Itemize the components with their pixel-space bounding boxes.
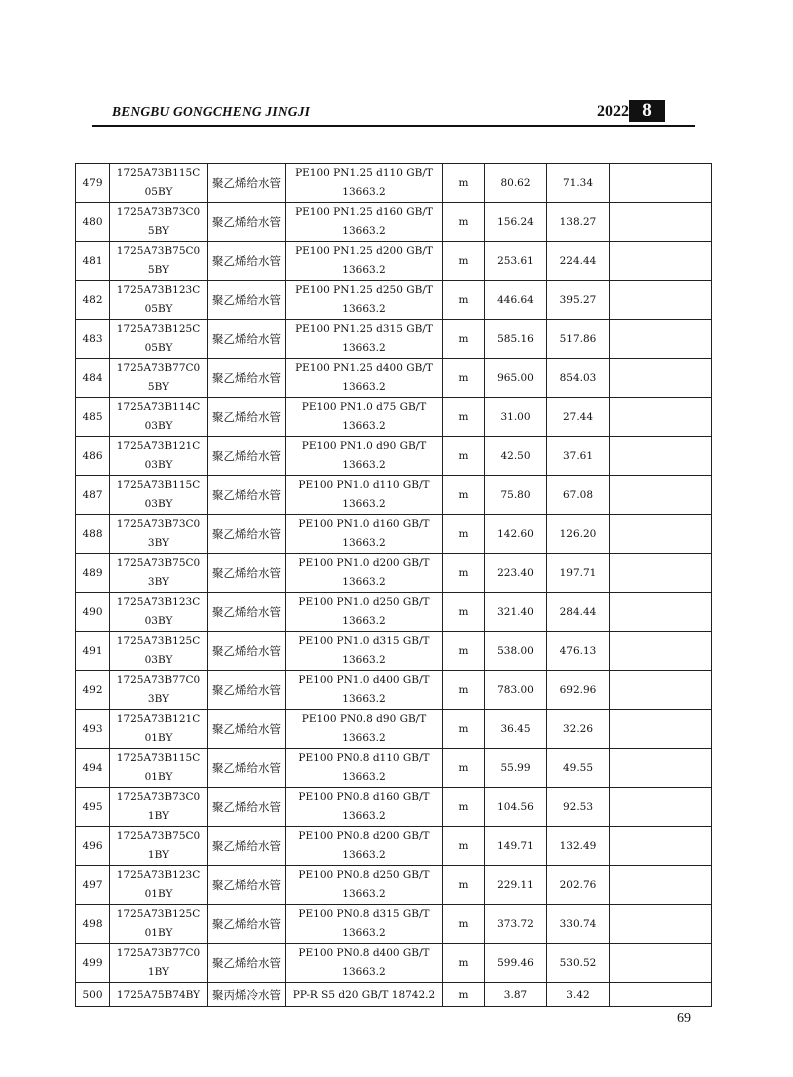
material-name-cell: 聚乙烯给水管 — [208, 476, 286, 515]
specification-cell: PE100 PN0.8 d90 GB/T 13663.2 — [286, 710, 443, 749]
table-row — [76, 749, 712, 788]
row-number-cell: 494 — [76, 749, 110, 788]
unit-cell: m — [443, 476, 485, 515]
specification-cell: PE100 PN1.25 d110 GB/T 13663.2 — [286, 164, 443, 203]
price-incl-tax-cell: 3.87 — [485, 983, 547, 1007]
specification-cell: PE100 PN1.0 d400 GB/T 13663.2 — [286, 671, 443, 710]
material-name-cell: 聚乙烯给水管 — [208, 398, 286, 437]
table-row — [76, 476, 712, 515]
price-incl-tax-cell: 75.80 — [485, 476, 547, 515]
specification-cell: PE100 PN1.0 d250 GB/T 13663.2 — [286, 593, 443, 632]
specification-cell: PE100 PN1.25 d315 GB/T 13663.2 — [286, 320, 443, 359]
specification-cell: PE100 PN0.8 d160 GB/T 13663.2 — [286, 788, 443, 827]
price-excl-tax-cell: 197.71 — [547, 554, 610, 593]
material-code-cell: 1725A73B123C01BY — [110, 866, 208, 905]
unit-cell: m — [443, 866, 485, 905]
material-code-cell: 1725A73B73C01BY — [110, 788, 208, 827]
row-number-cell: 496 — [76, 827, 110, 866]
price-incl-tax-cell: 223.40 — [485, 554, 547, 593]
price-incl-tax-cell: 446.64 — [485, 281, 547, 320]
material-name-cell: 聚乙烯给水管 — [208, 749, 286, 788]
unit-cell: m — [443, 320, 485, 359]
price-excl-tax-cell: 67.08 — [547, 476, 610, 515]
material-name-cell: 聚乙烯给水管 — [208, 359, 286, 398]
price-incl-tax-cell: 965.00 — [485, 359, 547, 398]
row-number-cell: 499 — [76, 944, 110, 983]
specification-cell: PE100 PN1.0 d200 GB/T 13663.2 — [286, 554, 443, 593]
unit-cell: m — [443, 398, 485, 437]
row-number-cell: 484 — [76, 359, 110, 398]
price-excl-tax-cell: 530.52 — [547, 944, 610, 983]
unit-cell: m — [443, 983, 485, 1007]
material-code-cell: 1725A73B73C03BY — [110, 515, 208, 554]
price-incl-tax-cell: 321.40 — [485, 593, 547, 632]
price-excl-tax-cell: 132.49 — [547, 827, 610, 866]
material-name-cell: 聚乙烯给水管 — [208, 710, 286, 749]
material-name-cell: 聚乙烯给水管 — [208, 788, 286, 827]
specification-cell: PE100 PN1.25 d250 GB/T 13663.2 — [286, 281, 443, 320]
remark-cell — [610, 320, 712, 359]
material-name-cell: 聚乙烯给水管 — [208, 632, 286, 671]
material-name-cell: 聚乙烯给水管 — [208, 554, 286, 593]
material-code-cell: 1725A73B75C03BY — [110, 554, 208, 593]
row-number-cell: 497 — [76, 866, 110, 905]
issue-number: 8 — [629, 100, 665, 122]
row-number-cell: 491 — [76, 632, 110, 671]
price-excl-tax-cell: 138.27 — [547, 203, 610, 242]
price-excl-tax-cell: 330.74 — [547, 905, 610, 944]
issue-year: 2022 — [597, 103, 629, 120]
unit-cell: m — [443, 359, 485, 398]
table-row — [76, 866, 712, 905]
price-incl-tax-cell: 31.00 — [485, 398, 547, 437]
price-incl-tax-cell: 156.24 — [485, 203, 547, 242]
journal-header — [92, 100, 695, 128]
material-name-cell: 聚乙烯给水管 — [208, 242, 286, 281]
unit-cell: m — [443, 164, 485, 203]
remark-cell — [610, 827, 712, 866]
material-code-cell: 1725A73B115C03BY — [110, 476, 208, 515]
row-number-cell: 488 — [76, 515, 110, 554]
remark-cell — [610, 671, 712, 710]
price-excl-tax-cell: 71.34 — [547, 164, 610, 203]
table-row — [76, 242, 712, 281]
material-code-cell: 1725A73B125C03BY — [110, 632, 208, 671]
material-name-cell: 聚乙烯给水管 — [208, 944, 286, 983]
unit-cell: m — [443, 788, 485, 827]
unit-cell: m — [443, 437, 485, 476]
price-incl-tax-cell: 149.71 — [485, 827, 547, 866]
table-row — [76, 827, 712, 866]
unit-cell: m — [443, 710, 485, 749]
specification-cell: PE100 PN1.0 d315 GB/T 13663.2 — [286, 632, 443, 671]
material-name-cell: 聚乙烯给水管 — [208, 905, 286, 944]
price-excl-tax-cell: 517.86 — [547, 320, 610, 359]
material-name-cell: 聚乙烯给水管 — [208, 593, 286, 632]
unit-cell: m — [443, 203, 485, 242]
price-excl-tax-cell: 692.96 — [547, 671, 610, 710]
table-row — [76, 554, 712, 593]
material-code-cell: 1725A73B75C05BY — [110, 242, 208, 281]
material-code-cell: 1725A73B77C01BY — [110, 944, 208, 983]
material-code-cell: 1725A75B74BY — [110, 983, 208, 1007]
price-excl-tax-cell: 224.44 — [547, 242, 610, 281]
unit-cell: m — [443, 905, 485, 944]
specification-cell: PE100 PN0.8 d250 GB/T 13663.2 — [286, 866, 443, 905]
remark-cell — [610, 749, 712, 788]
specification-cell: PE100 PN0.8 d400 GB/T 13663.2 — [286, 944, 443, 983]
remark-cell — [610, 593, 712, 632]
remark-cell — [610, 866, 712, 905]
remark-cell — [610, 905, 712, 944]
material-code-cell: 1725A73B125C05BY — [110, 320, 208, 359]
price-excl-tax-cell: 3.42 — [547, 983, 610, 1007]
price-excl-tax-cell: 395.27 — [547, 281, 610, 320]
table-row — [76, 593, 712, 632]
specification-cell: PE100 PN1.0 d110 GB/T 13663.2 — [286, 476, 443, 515]
material-name-cell: 聚乙烯给水管 — [208, 866, 286, 905]
material-code-cell: 1725A73B121C01BY — [110, 710, 208, 749]
material-code-cell: 1725A73B75C01BY — [110, 827, 208, 866]
table-row — [76, 320, 712, 359]
material-code-cell: 1725A73B121C03BY — [110, 437, 208, 476]
price-incl-tax-cell: 104.56 — [485, 788, 547, 827]
row-number-cell: 489 — [76, 554, 110, 593]
remark-cell — [610, 281, 712, 320]
row-number-cell: 483 — [76, 320, 110, 359]
unit-cell: m — [443, 515, 485, 554]
row-number-cell: 498 — [76, 905, 110, 944]
table-row — [76, 671, 712, 710]
remark-cell — [610, 398, 712, 437]
specification-cell: PE100 PN1.25 d160 GB/T 13663.2 — [286, 203, 443, 242]
material-code-cell: 1725A73B114C03BY — [110, 398, 208, 437]
price-incl-tax-cell: 599.46 — [485, 944, 547, 983]
unit-cell: m — [443, 632, 485, 671]
price-incl-tax-cell: 42.50 — [485, 437, 547, 476]
table-row — [76, 281, 712, 320]
price-incl-tax-cell: 36.45 — [485, 710, 547, 749]
journal-title: BENGBU GONGCHENG JINGJI — [112, 104, 311, 119]
row-number-cell: 487 — [76, 476, 110, 515]
price-incl-tax-cell: 80.62 — [485, 164, 547, 203]
row-number-cell: 493 — [76, 710, 110, 749]
price-incl-tax-cell: 783.00 — [485, 671, 547, 710]
specification-cell: PE100 PN1.25 d200 GB/T 13663.2 — [286, 242, 443, 281]
row-number-cell: 480 — [76, 203, 110, 242]
price-excl-tax-cell: 202.76 — [547, 866, 610, 905]
price-excl-tax-cell: 92.53 — [547, 788, 610, 827]
table-row — [76, 710, 712, 749]
price-excl-tax-cell: 32.26 — [547, 710, 610, 749]
price-incl-tax-cell: 373.72 — [485, 905, 547, 944]
table-row — [76, 944, 712, 983]
remark-cell — [610, 554, 712, 593]
material-code-cell: 1725A73B115C01BY — [110, 749, 208, 788]
row-number-cell: 479 — [76, 164, 110, 203]
table-row — [76, 359, 712, 398]
price-incl-tax-cell: 55.99 — [485, 749, 547, 788]
table-row — [76, 398, 712, 437]
price-incl-tax-cell: 538.00 — [485, 632, 547, 671]
remark-cell — [610, 437, 712, 476]
remark-cell — [610, 242, 712, 281]
material-name-cell: 聚丙烯冷水管 — [208, 983, 286, 1007]
unit-cell: m — [443, 554, 485, 593]
table-row — [76, 515, 712, 554]
price-excl-tax-cell: 476.13 — [547, 632, 610, 671]
material-name-cell: 聚乙烯给水管 — [208, 671, 286, 710]
price-incl-tax-cell: 142.60 — [485, 515, 547, 554]
specification-cell: PE100 PN1.0 d75 GB/T 13663.2 — [286, 398, 443, 437]
specification-cell: PE100 PN1.0 d160 GB/T 13663.2 — [286, 515, 443, 554]
material-name-cell: 聚乙烯给水管 — [208, 164, 286, 203]
remark-cell — [610, 710, 712, 749]
price-excl-tax-cell: 854.03 — [547, 359, 610, 398]
row-number-cell: 481 — [76, 242, 110, 281]
row-number-cell: 492 — [76, 671, 110, 710]
specification-cell: PE100 PN1.25 d400 GB/T 13663.2 — [286, 359, 443, 398]
price-incl-tax-cell: 253.61 — [485, 242, 547, 281]
material-code-cell: 1725A73B73C05BY — [110, 203, 208, 242]
row-number-cell: 495 — [76, 788, 110, 827]
remark-cell — [610, 515, 712, 554]
material-code-cell: 1725A73B77C03BY — [110, 671, 208, 710]
price-excl-tax-cell: 284.44 — [547, 593, 610, 632]
remark-cell — [610, 632, 712, 671]
material-name-cell: 聚乙烯给水管 — [208, 203, 286, 242]
unit-cell: m — [443, 827, 485, 866]
material-code-cell: 1725A73B123C03BY — [110, 593, 208, 632]
price-incl-tax-cell: 229.11 — [485, 866, 547, 905]
remark-cell — [610, 359, 712, 398]
unit-cell: m — [443, 749, 485, 788]
table-row — [76, 437, 712, 476]
unit-cell: m — [443, 242, 485, 281]
table-row — [76, 203, 712, 242]
row-number-cell: 500 — [76, 983, 110, 1007]
material-code-cell: 1725A73B123C05BY — [110, 281, 208, 320]
unit-cell: m — [443, 671, 485, 710]
material-code-cell: 1725A73B77C05BY — [110, 359, 208, 398]
price-table — [75, 163, 712, 1007]
price-excl-tax-cell: 49.55 — [547, 749, 610, 788]
remark-cell — [610, 944, 712, 983]
specification-cell: PE100 PN0.8 d200 GB/T 13663.2 — [286, 827, 443, 866]
specification-cell: PP-R S5 d20 GB/T 18742.2 — [286, 983, 443, 1007]
material-name-cell: 聚乙烯给水管 — [208, 515, 286, 554]
price-excl-tax-cell: 37.61 — [547, 437, 610, 476]
row-number-cell: 485 — [76, 398, 110, 437]
specification-cell: PE100 PN0.8 d315 GB/T 13663.2 — [286, 905, 443, 944]
unit-cell: m — [443, 593, 485, 632]
table-row — [76, 983, 712, 1007]
material-name-cell: 聚乙烯给水管 — [208, 281, 286, 320]
price-excl-tax-cell: 126.20 — [547, 515, 610, 554]
table-row — [76, 788, 712, 827]
row-number-cell: 486 — [76, 437, 110, 476]
row-number-cell: 482 — [76, 281, 110, 320]
row-number-cell: 490 — [76, 593, 110, 632]
price-excl-tax-cell: 27.44 — [547, 398, 610, 437]
remark-cell — [610, 983, 712, 1007]
table-row — [76, 164, 712, 203]
page-number: 69 — [677, 1011, 691, 1026]
table-row — [76, 905, 712, 944]
price-incl-tax-cell: 585.16 — [485, 320, 547, 359]
material-code-cell: 1725A73B115C05BY — [110, 164, 208, 203]
remark-cell — [610, 476, 712, 515]
material-name-cell: 聚乙烯给水管 — [208, 827, 286, 866]
remark-cell — [610, 164, 712, 203]
specification-cell: PE100 PN1.0 d90 GB/T 13663.2 — [286, 437, 443, 476]
header-rule — [92, 125, 695, 127]
specification-cell: PE100 PN0.8 d110 GB/T 13663.2 — [286, 749, 443, 788]
material-code-cell: 1725A73B125C01BY — [110, 905, 208, 944]
material-name-cell: 聚乙烯给水管 — [208, 437, 286, 476]
unit-cell: m — [443, 944, 485, 983]
unit-cell: m — [443, 281, 485, 320]
material-name-cell: 聚乙烯给水管 — [208, 320, 286, 359]
remark-cell — [610, 203, 712, 242]
remark-cell — [610, 788, 712, 827]
table-row — [76, 632, 712, 671]
